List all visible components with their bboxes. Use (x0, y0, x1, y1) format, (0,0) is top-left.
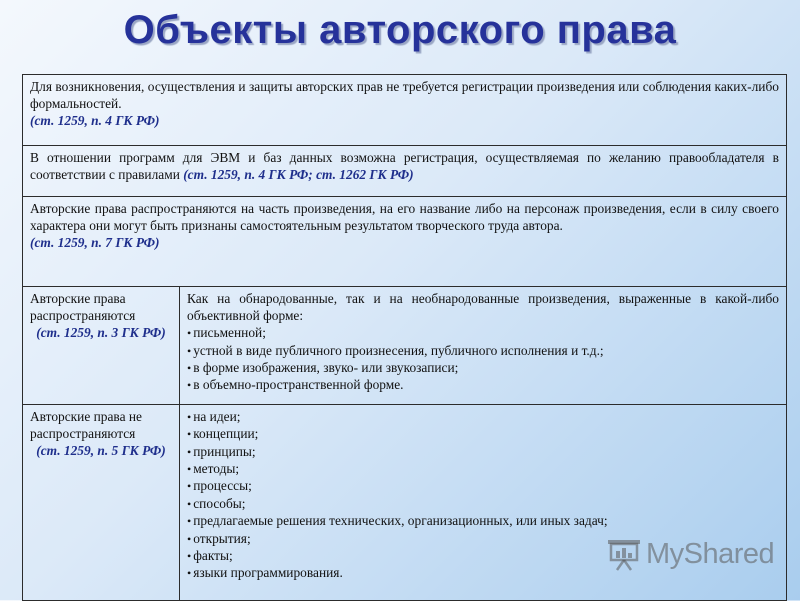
list-item: • устной в виде публичного произнесения, публичного исполнения и т.д.; (187, 342, 779, 359)
table-row (23, 75, 787, 146)
list-item: • способы; (187, 495, 779, 512)
list-item: • языки программирования. (187, 564, 779, 581)
list-item: • факты; (187, 547, 779, 564)
table-row (23, 287, 787, 405)
list-item: • открытия; (187, 530, 779, 547)
list-item: • процессы; (187, 477, 779, 494)
list-item: • на идеи; (187, 408, 779, 425)
page-title: Объекты авторского права (123, 8, 677, 52)
table-cell-label (23, 287, 180, 405)
watermark-text: MyShared (646, 537, 775, 570)
table-cell (23, 75, 787, 146)
list-item: • методы; (187, 460, 779, 477)
row-text: Как на обнародованные, так и на необнародованные произведения, выраженные в какой-либо объективной форме: (187, 291, 779, 324)
list-item: • в объемно-пространственной форме. (187, 376, 779, 393)
list-item: • принципы; (187, 443, 779, 460)
watermark-logo (606, 536, 774, 572)
table-cell-label (23, 405, 180, 601)
law-reference: (ст. 1259, п. 4 ГК РФ; ст. 1262 ГК РФ) (183, 167, 414, 183)
table-cell (23, 197, 787, 287)
row-label: Авторские права распространяются (30, 291, 136, 324)
law-reference: (ст. 1259, п. 5 ГК РФ) (36, 443, 166, 459)
table-cell (180, 287, 787, 405)
copyright-table (22, 74, 787, 601)
row-text: Авторские права распространяются на часть произведения, на его название либо на персонаж произведения, если в силу своего характера они могут быть признаны самостоятельным результатом творческого труда автора. (30, 201, 779, 234)
law-reference: (ст. 1259, п. 7 ГК РФ) (30, 235, 160, 251)
presentation-icon (606, 536, 642, 572)
list-item: • в форме изображения, звуко- или звукозаписи; (187, 359, 779, 376)
table-row (23, 197, 787, 287)
bullet-list (187, 324, 779, 393)
list-item: • предлагаемые решения технических, организационных, или иных задач; (187, 512, 779, 529)
row-text: Для возникновения, осуществления и защиты авторских прав не требуется регистрации произведения или соблюдения каких-либо формальностей. (30, 79, 779, 112)
law-reference: (ст. 1259, п. 4 ГК РФ) (30, 113, 160, 129)
list-item: • письменной; (187, 324, 779, 341)
table-cell (23, 146, 787, 197)
law-reference: (ст. 1259, п. 3 ГК РФ) (36, 325, 166, 341)
row-label: Авторские права не распространяются (30, 409, 142, 442)
table-row (23, 146, 787, 197)
row-text: В отношении программ для ЭВМ и баз данных возможна регистрация, осуществляемая по желанию правообладателя в соответствии с правилами (30, 150, 779, 183)
list-item: • концепции; (187, 425, 779, 442)
